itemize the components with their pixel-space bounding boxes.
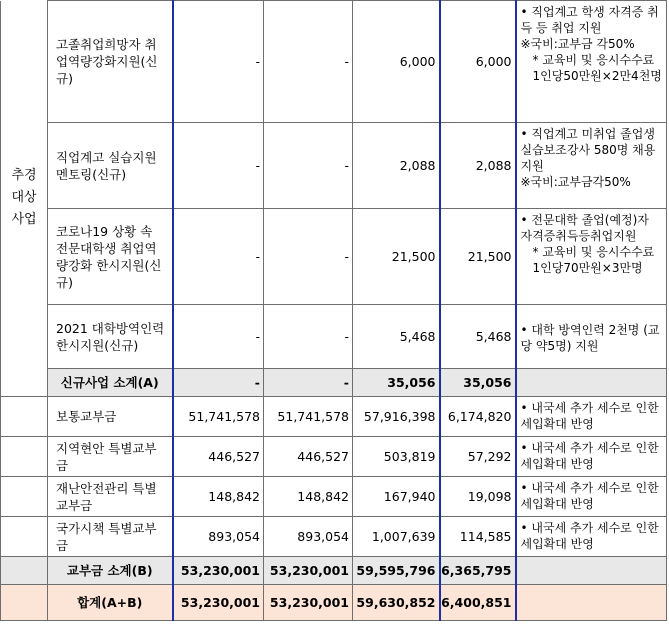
note-cell <box>516 585 667 621</box>
cell-value: 148,842 <box>264 477 353 517</box>
table-row <box>1 437 667 477</box>
row-name: 코로나19 상황 속 전문대학생 취업역량강화 한시지원(신규) <box>48 209 173 305</box>
blank-cell <box>1 397 48 437</box>
cell-value: 21,500 <box>353 209 440 305</box>
row-name: 지역현안 특별교부금 <box>48 437 173 477</box>
cell-value: - <box>173 209 264 305</box>
note-line: • 대학 방역인력 2천명 (교당 약5명) 지원 <box>520 323 660 353</box>
cell-value: 2,088 <box>353 123 440 209</box>
cell-value: - <box>264 1 353 123</box>
blank-cell <box>1 517 48 557</box>
cell-value: 19,098 <box>440 477 516 517</box>
subtotal-row <box>1 369 667 397</box>
cell-value: 59,595,796 <box>353 557 440 585</box>
blank-cell <box>1 585 48 621</box>
subtotal-row <box>1 557 667 585</box>
cell-value: 167,940 <box>353 477 440 517</box>
cell-value: 6,000 <box>353 1 440 123</box>
table-row <box>1 517 667 557</box>
cell-value: 57,916,398 <box>353 397 440 437</box>
cell-value: 446,527 <box>173 437 264 477</box>
total-label: 합계(A+B) <box>48 585 173 621</box>
cell-value: 2,088 <box>440 123 516 209</box>
note-line: * 교육비 및 응시수수료 1인당50만원×2만4천명 <box>532 53 662 83</box>
row-name: 고졸취업희망자 취업역량강화지원(신규) <box>48 1 173 123</box>
note-line: • 내국세 추가 세수로 인한 세입확대 반영 <box>520 401 659 431</box>
cell-value: 1,007,639 <box>353 517 440 557</box>
cell-value: 893,054 <box>264 517 353 557</box>
cell-value: 148,842 <box>173 477 264 517</box>
cell-value: 53,230,001 <box>264 557 353 585</box>
category-cell <box>1 1 48 397</box>
cell-value: 446,527 <box>264 437 353 477</box>
note-line: • 직업계고 학생 자격증 취득 등 취업 지원 <box>520 5 659 35</box>
table-row <box>1 477 667 517</box>
note-line: ※국비:교부금각50% <box>520 175 631 189</box>
table-row <box>1 397 667 437</box>
table-row <box>1 1 667 123</box>
note-line: • 내국세 추가 세수로 인한 세입확대 반영 <box>520 441 659 471</box>
subtotal-label: 신규사업 소계(A) <box>48 369 173 397</box>
cell-value: 35,056 <box>440 369 516 397</box>
cell-value: - <box>264 209 353 305</box>
cell-value: - <box>173 369 264 397</box>
cell-value: - <box>173 305 264 369</box>
cell-value: 5,468 <box>440 305 516 369</box>
cell-value: - <box>173 1 264 123</box>
table-row <box>1 123 667 209</box>
cell-value: 53,230,001 <box>173 557 264 585</box>
row-name: 직업계고 실습지원 멘토링(신규) <box>48 123 173 209</box>
cell-value: 6,400,851 <box>440 585 516 621</box>
cell-value: - <box>264 123 353 209</box>
cell-value: - <box>264 369 353 397</box>
note-cell <box>516 517 667 557</box>
table-row <box>1 209 667 305</box>
cell-value: 893,054 <box>173 517 264 557</box>
cell-value: 503,819 <box>353 437 440 477</box>
note-line: * 교육비 및 응시수수료 1인당70만원×3만명 <box>532 245 655 275</box>
cell-value: 53,230,001 <box>173 585 264 621</box>
note-cell <box>516 369 667 397</box>
cell-value: 114,585 <box>440 517 516 557</box>
cell-value: 6,365,795 <box>440 557 516 585</box>
category-label: 추경 대상 사업 <box>11 168 37 228</box>
note-cell <box>516 1 667 123</box>
note-cell <box>516 397 667 437</box>
cell-value: 6,000 <box>440 1 516 123</box>
cell-value: - <box>173 123 264 209</box>
note-line: • 내국세 추가 세수로 인한 세입확대 반영 <box>520 521 659 551</box>
blank-cell <box>1 477 48 517</box>
note-cell <box>516 209 667 305</box>
note-cell <box>516 437 667 477</box>
cell-value: 5,468 <box>353 305 440 369</box>
note-line: ※국비:교부금 각50% <box>520 37 635 51</box>
cell-value: - <box>264 305 353 369</box>
cell-value: 6,174,820 <box>440 397 516 437</box>
cell-value: 57,292 <box>440 437 516 477</box>
cell-value: 59,630,852 <box>353 585 440 621</box>
note-line: • 내국세 추가 세수로 인한 세입확대 반영 <box>520 481 659 511</box>
row-name: 재난안전관리 특별교부금 <box>48 477 173 517</box>
note-cell <box>516 123 667 209</box>
table-row <box>1 305 667 369</box>
cell-value: 51,741,578 <box>173 397 264 437</box>
cell-value: 21,500 <box>440 209 516 305</box>
total-row <box>1 585 667 621</box>
cell-value: 51,741,578 <box>264 397 353 437</box>
row-name: 보통교부금 <box>48 397 173 437</box>
blank-cell <box>1 557 48 585</box>
note-cell <box>516 557 667 585</box>
note-cell <box>516 305 667 369</box>
cell-value: 53,230,001 <box>264 585 353 621</box>
note-line: • 전문대학 졸업(예정)자 자격증취득등취업지원 <box>520 213 649 243</box>
note-cell <box>516 477 667 517</box>
note-line: • 직업계고 미취업 졸업생 실습보조강사 580명 채용 지원 <box>520 127 656 173</box>
cell-value: 35,056 <box>353 369 440 397</box>
blank-cell <box>1 437 48 477</box>
row-name: 국가시책 특별교부금 <box>48 517 173 557</box>
row-name: 2021 대학방역인력 한시지원(신규) <box>48 305 173 369</box>
subtotal-label: 교부금 소계(B) <box>48 557 173 585</box>
